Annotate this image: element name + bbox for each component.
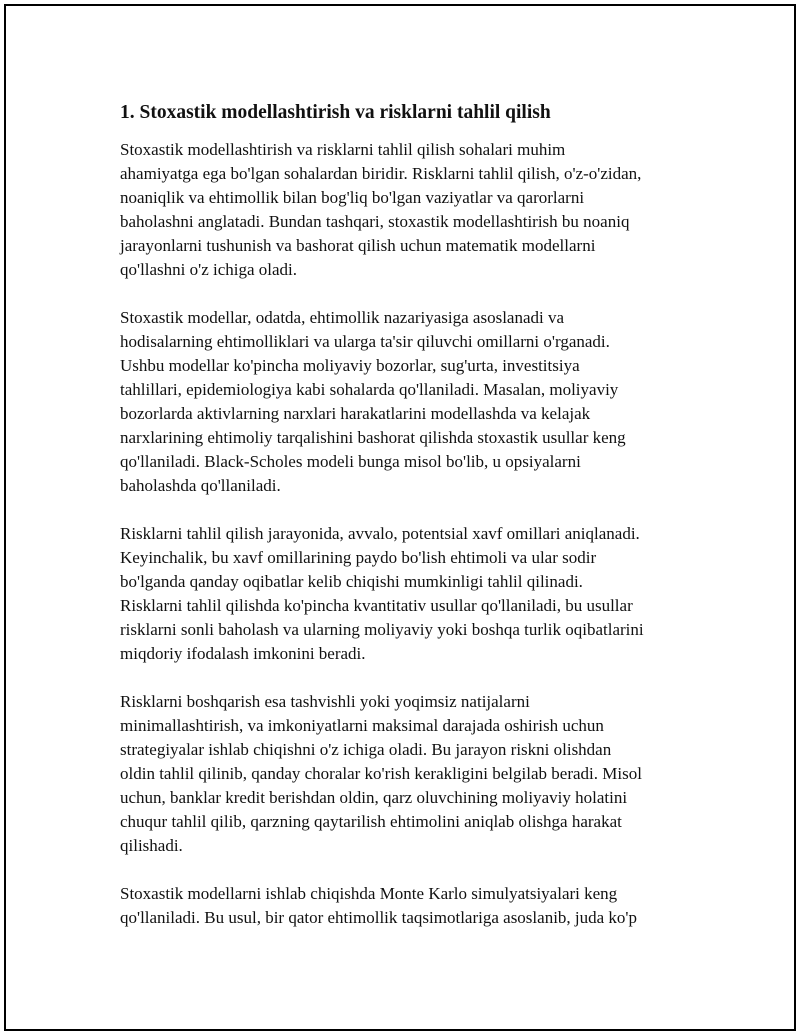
paragraph-line: Risklarni tahlil qilish jarayonida, avvalo, potentsial xavf omillari aniqlanadi.	[120, 524, 640, 543]
paragraph-5	[120, 882, 700, 930]
paragraph-line: Risklarni tahlil qilishda ko'pincha kvantitativ usullar qo'llaniladi, bu usullar	[120, 596, 633, 615]
paragraph-line: qo'llashni o'z ichiga oladi.	[120, 260, 298, 279]
paragraph-line: qo'llaniladi. Bu usul, bir qator ehtimollik taqsimotlariga asoslanib, juda ko'p	[120, 908, 637, 927]
paragraph-line: risklarni sonli baholash va ularning moliyaviy yoki boshqa turlik oqibatlarini	[120, 620, 644, 639]
paragraph-2	[120, 306, 700, 498]
paragraph-4	[120, 690, 700, 858]
paragraph-line: narxlarining ehtimoliy tarqalishini bashorat qilishda stoxastik usullar keng	[120, 428, 626, 447]
paragraph-line: baholashni anglatadi. Bundan tashqari, stoxastik modellashtirish bu noaniq	[120, 212, 630, 231]
paragraph-line: tahlillari, epidemiologiya kabi sohalarda qo'llaniladi. Masalan, moliyaviy	[120, 380, 619, 399]
paragraph-3	[120, 522, 700, 666]
paragraph-line: miqdoriy ifodalash imkonini beradi.	[120, 644, 366, 663]
paragraph-line: Risklarni boshqarish esa tashvishli yoki yoqimsiz natijalarni	[120, 692, 530, 711]
paragraph-line: ahamiyatga ega bo'lgan sohalardan biridir. Risklarni tahlil qilish, o'z-o'zidan,	[120, 164, 642, 183]
paragraph-line: minimallashtirish, va imkoniyatlarni maksimal darajada oshirish uchun	[120, 716, 604, 735]
document-body	[120, 101, 700, 954]
page-frame	[4, 4, 796, 1031]
paragraph-line: hodisalarning ehtimolliklari va ularga ta'sir qiluvchi omillarni o'rganadi.	[120, 332, 610, 351]
paragraph-line: uchun, banklar kredit berishdan oldin, qarz oluvchining moliyaviy holatini	[120, 788, 628, 807]
paragraph-line: Stoxastik modellashtirish va risklarni tahlil qilish sohalari muhim	[120, 140, 566, 159]
paragraph-line: strategiyalar ishlab chiqishni o'z ichiga oladi. Bu jarayon riskni olishdan	[120, 740, 612, 759]
paragraph-line: Stoxastik modellar, odatda, ehtimollik nazariyasiga asoslanadi va	[120, 308, 565, 327]
paragraph-line: oldin tahlil qilinib, qanday choralar ko'rish kerakligini belgilab beradi. Misol	[120, 764, 642, 783]
paragraph-line: Ushbu modellar ko'pincha moliyaviy bozorlar, sug'urta, investitsiya	[120, 356, 580, 375]
paragraph-line: qo'llaniladi. Black-Scholes modeli bunga misol bo'lib, u opsiyalarni	[120, 452, 581, 471]
paragraph-line: qilishadi.	[120, 836, 183, 855]
paragraph-line: Stoxastik modellarni ishlab chiqishda Monte Karlo simulyatsiyalari keng	[120, 884, 618, 903]
paragraph-line: bozorlarda aktivlarning narxlari harakatlarini modellashda va kelajak	[120, 404, 591, 423]
paragraph-line: jarayonlarni tushunish va bashorat qilish uchun matematik modellarni	[120, 236, 596, 255]
section-heading: 1. Stoxastik modellashtirish va risklarni tahlil qilish	[120, 102, 551, 123]
paragraph-line: baholashda qo'llaniladi.	[120, 476, 281, 495]
paragraph-line: chuqur tahlil qilib, qarzning qaytarilish ehtimolini aniqlab olishga harakat	[120, 812, 622, 831]
paragraph-line: bo'lganda qanday oqibatlar kelib chiqishi mumkinligi tahlil qilinadi.	[120, 572, 583, 591]
paragraph-line: noaniqlik va ehtimollik bilan bog'liq bo'lgan vaziyatlar va qarorlarni	[120, 188, 585, 207]
paragraph-1	[120, 138, 700, 282]
paragraph-line: Keyinchalik, bu xavf omillarining paydo bo'lish ehtimoli va ular sodir	[120, 548, 597, 567]
